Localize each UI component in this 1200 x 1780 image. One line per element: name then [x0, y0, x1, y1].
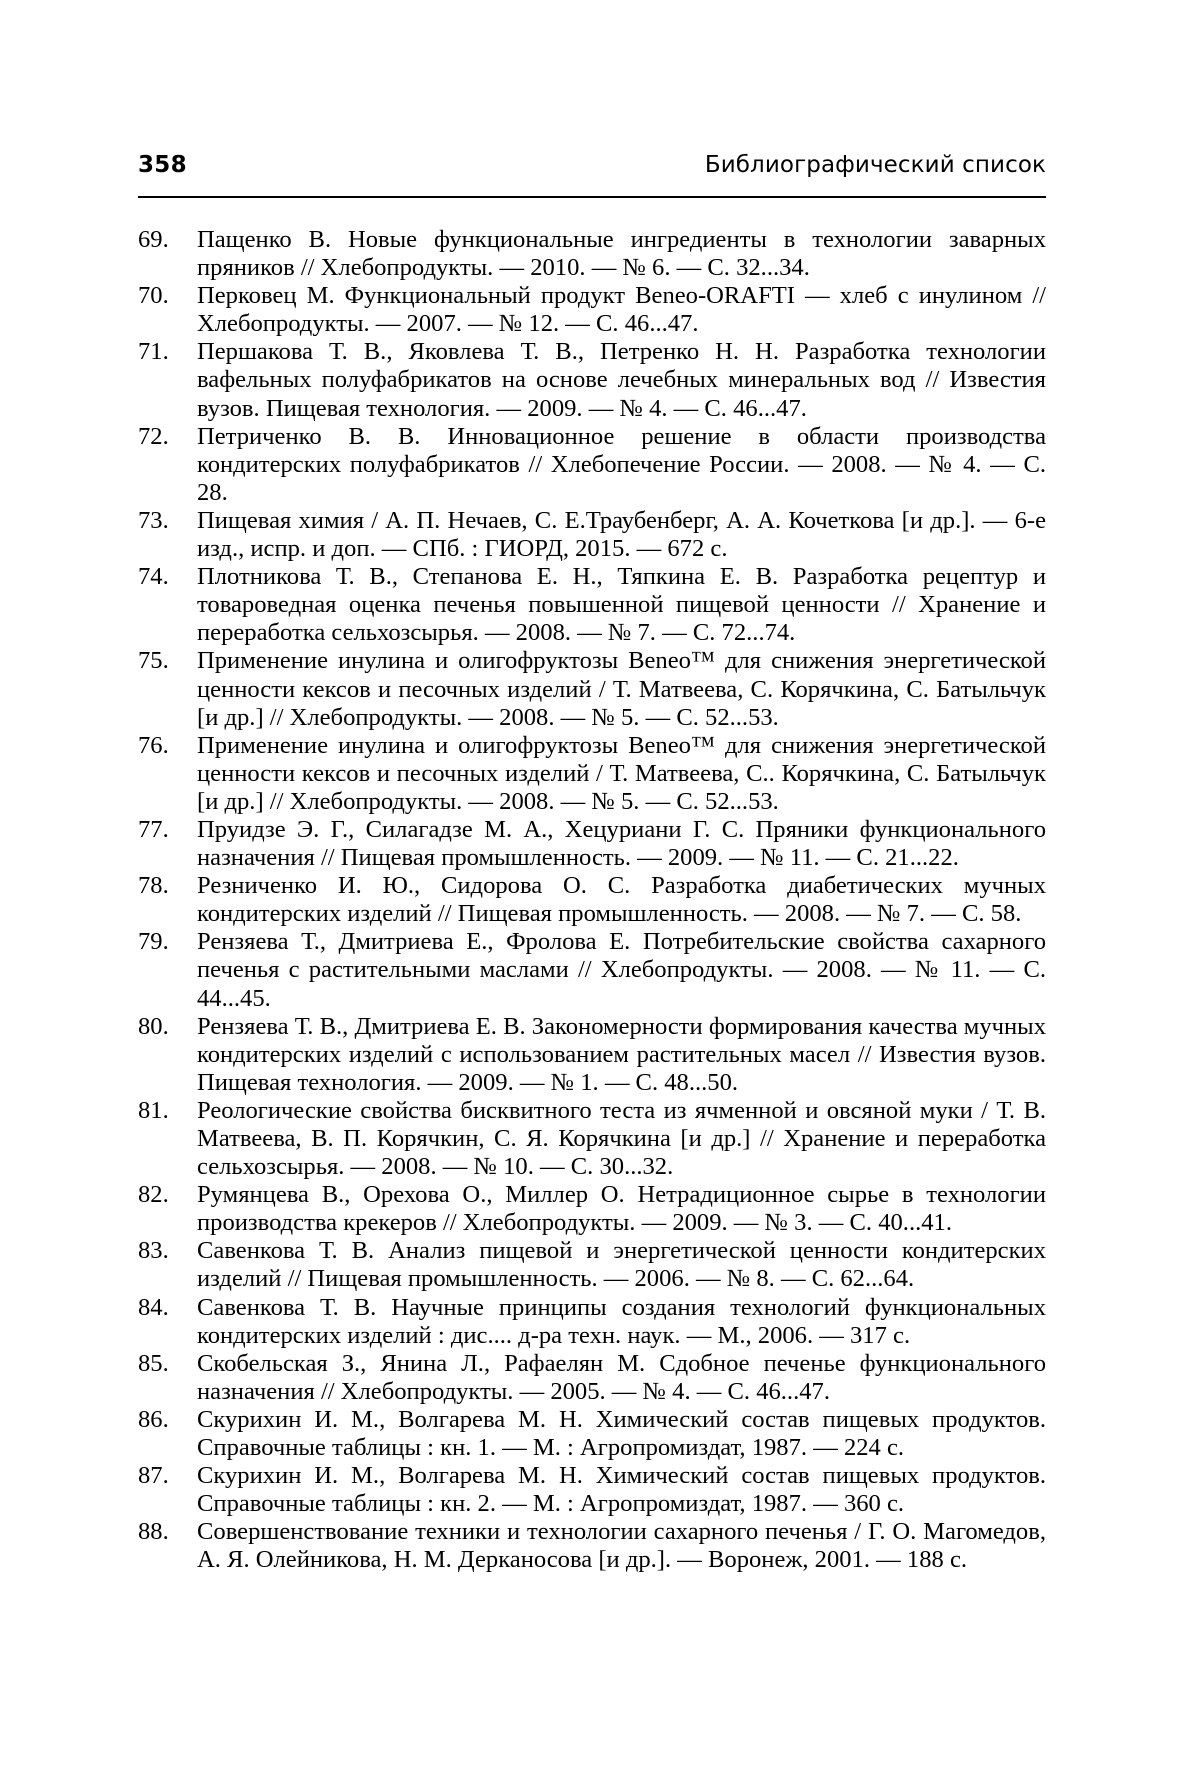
bibliography-entry: [138, 1097, 1046, 1181]
bibliography-entry: [138, 1181, 1046, 1237]
entry-number: 70.: [138, 282, 169, 310]
entry-text: Применение инулина и олигофруктозы Beneo™ для снижения энергетической ценности кексов и песочных изделий / Т. Матвеева, С. Корячкина, С. Батыльчук [и др.] // Хлебопродукты. — 2008. — № 5. — С. 52...53.: [197, 647, 1046, 731]
bibliography-entry: [138, 1462, 1046, 1518]
entry-text: Реологические свойства бисквитного теста из ячменной и овсяной муки / Т. В. Матвеева, В. П. Корячкин, С. Я. Корячкина [и др.] // Хранение и переработка сельхозсырья. — 2008. — № 10. — С. 30...32.: [197, 1096, 1046, 1181]
entry-number: 79.: [138, 928, 169, 956]
entry-text: Резниченко И. Ю., Сидорова О. С. Разработка диабетических мучных кондитерских изделий // Пищевая промышленность. — 2008. — № 7. — С. 58.: [197, 872, 1046, 928]
entry-text: Румянцева В., Орехова О., Миллер О. Нетрадиционное сырье в технологии производства крекеров // Хлебопродукты. — 2009. — № 3. — С. 40...41.: [197, 1181, 1046, 1237]
entry-number: 71.: [138, 338, 169, 366]
entry-text: Совершенствование техники и технологии сахарного печенья / Г. О. Магомедов, А. Я. Олейникова, Н. М. Дерканосова [и др.]. — Воронеж, 2001. — 188 с.: [197, 1518, 1046, 1574]
entry-number: 69.: [138, 226, 169, 253]
entry-text: Скобельская З., Янина Л., Рафаелян М. Сдобное печенье функционального назначения // Хлебопродукты. — 2005. — № 4. — С. 46...47.: [197, 1349, 1046, 1405]
entry-number: 74.: [138, 563, 169, 591]
bibliography-entry: [138, 732, 1046, 816]
entry-number: 73.: [138, 506, 169, 534]
entry-number: 78.: [138, 872, 169, 900]
section-title: Библиографический список: [704, 152, 1046, 178]
entry-text: Петриченко В. В. Инновационное решение в области производства кондитерских полуфабрикатов // Хлебопечение России. — 2008. — № 4. — С. 28.: [197, 422, 1046, 506]
entry-number: 77.: [138, 815, 169, 843]
entry-text: Скурихин И. М., Волгарева М. Н. Химический состав пищевых продуктов. Справочные таблицы : кн. 2. — М. : Агропромиздат, 1987. — 360 с.: [197, 1462, 1046, 1518]
bibliography-entry: [138, 1518, 1046, 1574]
entry-number: 83.: [138, 1237, 169, 1265]
bibliography-entry: [138, 816, 1046, 872]
bibliography-entry: [138, 1294, 1046, 1350]
entry-number: 88.: [138, 1518, 169, 1546]
bibliography-entry: [138, 423, 1046, 507]
entry-text: Савенкова Т. В. Анализ пищевой и энергетической ценности кондитерских изделий // Пищевая промышленность. — 2006. — № 8. — С. 62...64.: [197, 1237, 1046, 1293]
header-rule: [138, 196, 1046, 198]
bibliography-entry: [138, 338, 1046, 422]
bibliography-entry: [138, 1350, 1046, 1406]
entry-number: 80.: [138, 1012, 169, 1040]
bibliography-entry: [138, 507, 1046, 563]
entry-number: 84.: [138, 1293, 169, 1321]
entry-text: Першакова Т. В., Яковлева Т. В., Петренко Н. Н. Разработка технологии вафельных полуфабрикатов на основе лечебных минеральных вод // Известия вузов. Пищевая технология. — 2009. — № 4. — С. 46...47.: [197, 338, 1046, 422]
bibliography-entry: [138, 928, 1046, 1012]
entry-text: Пищевая химия / А. П. Нечаев, С. Е.Траубенберг, А. А. Кочеткова [и др.]. — 6-е изд., испр. и доп. — СПб. : ГИОРД, 2015. — 672 с.: [197, 506, 1046, 563]
bibliography-entry: [138, 647, 1046, 731]
entry-text: Пащенко В. Новые функциональные ингредиенты в технологии заварных пряников // Хлебопродукты. — 2010. — № 6. — С. 32...34.: [197, 226, 1046, 282]
entry-number: 72.: [138, 422, 169, 450]
running-head: [138, 152, 1046, 184]
entry-number: 75.: [138, 647, 169, 675]
entry-text: Рензяева Т. В., Дмитриева Е. В. Закономерности формирования качества мучных кондитерских изделий с использованием растительных масел // Известия вузов. Пищевая технология. — 2009. — № 1. — С. 48...50.: [197, 1012, 1046, 1096]
entry-text: Применение инулина и олигофруктозы Beneo™ для снижения энергетической ценности кексов и песочных изделий / Т. Матвеева, С.. Корячкина, С. Батыльчук [и др.] // Хлебопродукты. — 2008. — № 5. — С. 52...53.: [197, 731, 1046, 815]
entry-text: Скурихин И. М., Волгарева М. Н. Химический состав пищевых продуктов. Справочные таблицы : кн. 1. — М. : Агропромиздат, 1987. — 224 с.: [197, 1405, 1046, 1462]
bibliography-entry: [138, 563, 1046, 647]
entry-number: 82.: [138, 1181, 169, 1209]
bibliography-entry: [138, 282, 1046, 338]
entry-text: Рензяева Т., Дмитриева Е., Фролова Е. Потребительские свойства сахарного печенья с растительными маслами // Хлебопродукты. — 2008. — № 11. — С. 44...45.: [197, 928, 1046, 1012]
entry-text: Плотникова Т. В., Степанова Е. Н., Тяпкина Е. В. Разработка рецептур и товароведная оценка печенья повышенной пищевой ценности // Хранение и переработка сельхозсырья. — 2008. — № 7. — С. 72...74.: [197, 563, 1046, 647]
bibliography-entry: [138, 1406, 1046, 1462]
bibliography-entry: [138, 226, 1046, 282]
entry-number: 87.: [138, 1462, 169, 1490]
entry-number: 86.: [138, 1405, 169, 1433]
entry-text: Перковец М. Функциональный продукт Beneo-ORAFTI — хлеб с инулином // Хлебопродукты. — 2007. — № 12. — С. 46...47.: [197, 282, 1046, 338]
entry-number: 76.: [138, 731, 169, 759]
bibliography-list: [138, 226, 1046, 1575]
bibliography-entry: [138, 872, 1046, 928]
entry-text: Пруидзе Э. Г., Силагадзе М. А., Хецуриани Г. С. Пряники функционального назначения // Пищевая промышленность. — 2009. — № 11. — С. 21...22.: [197, 815, 1046, 872]
entry-number: 85.: [138, 1349, 169, 1377]
bibliography-entry: [138, 1237, 1046, 1293]
page-number: 358: [138, 152, 187, 178]
entry-number: 81.: [138, 1096, 169, 1124]
bibliography-entry: [138, 1013, 1046, 1097]
entry-text: Савенкова Т. В. Научные принципы создания технологий функциональных кондитерских изделий : дис.... д-ра техн. наук. — М., 2006. — 317 с.: [197, 1293, 1046, 1349]
